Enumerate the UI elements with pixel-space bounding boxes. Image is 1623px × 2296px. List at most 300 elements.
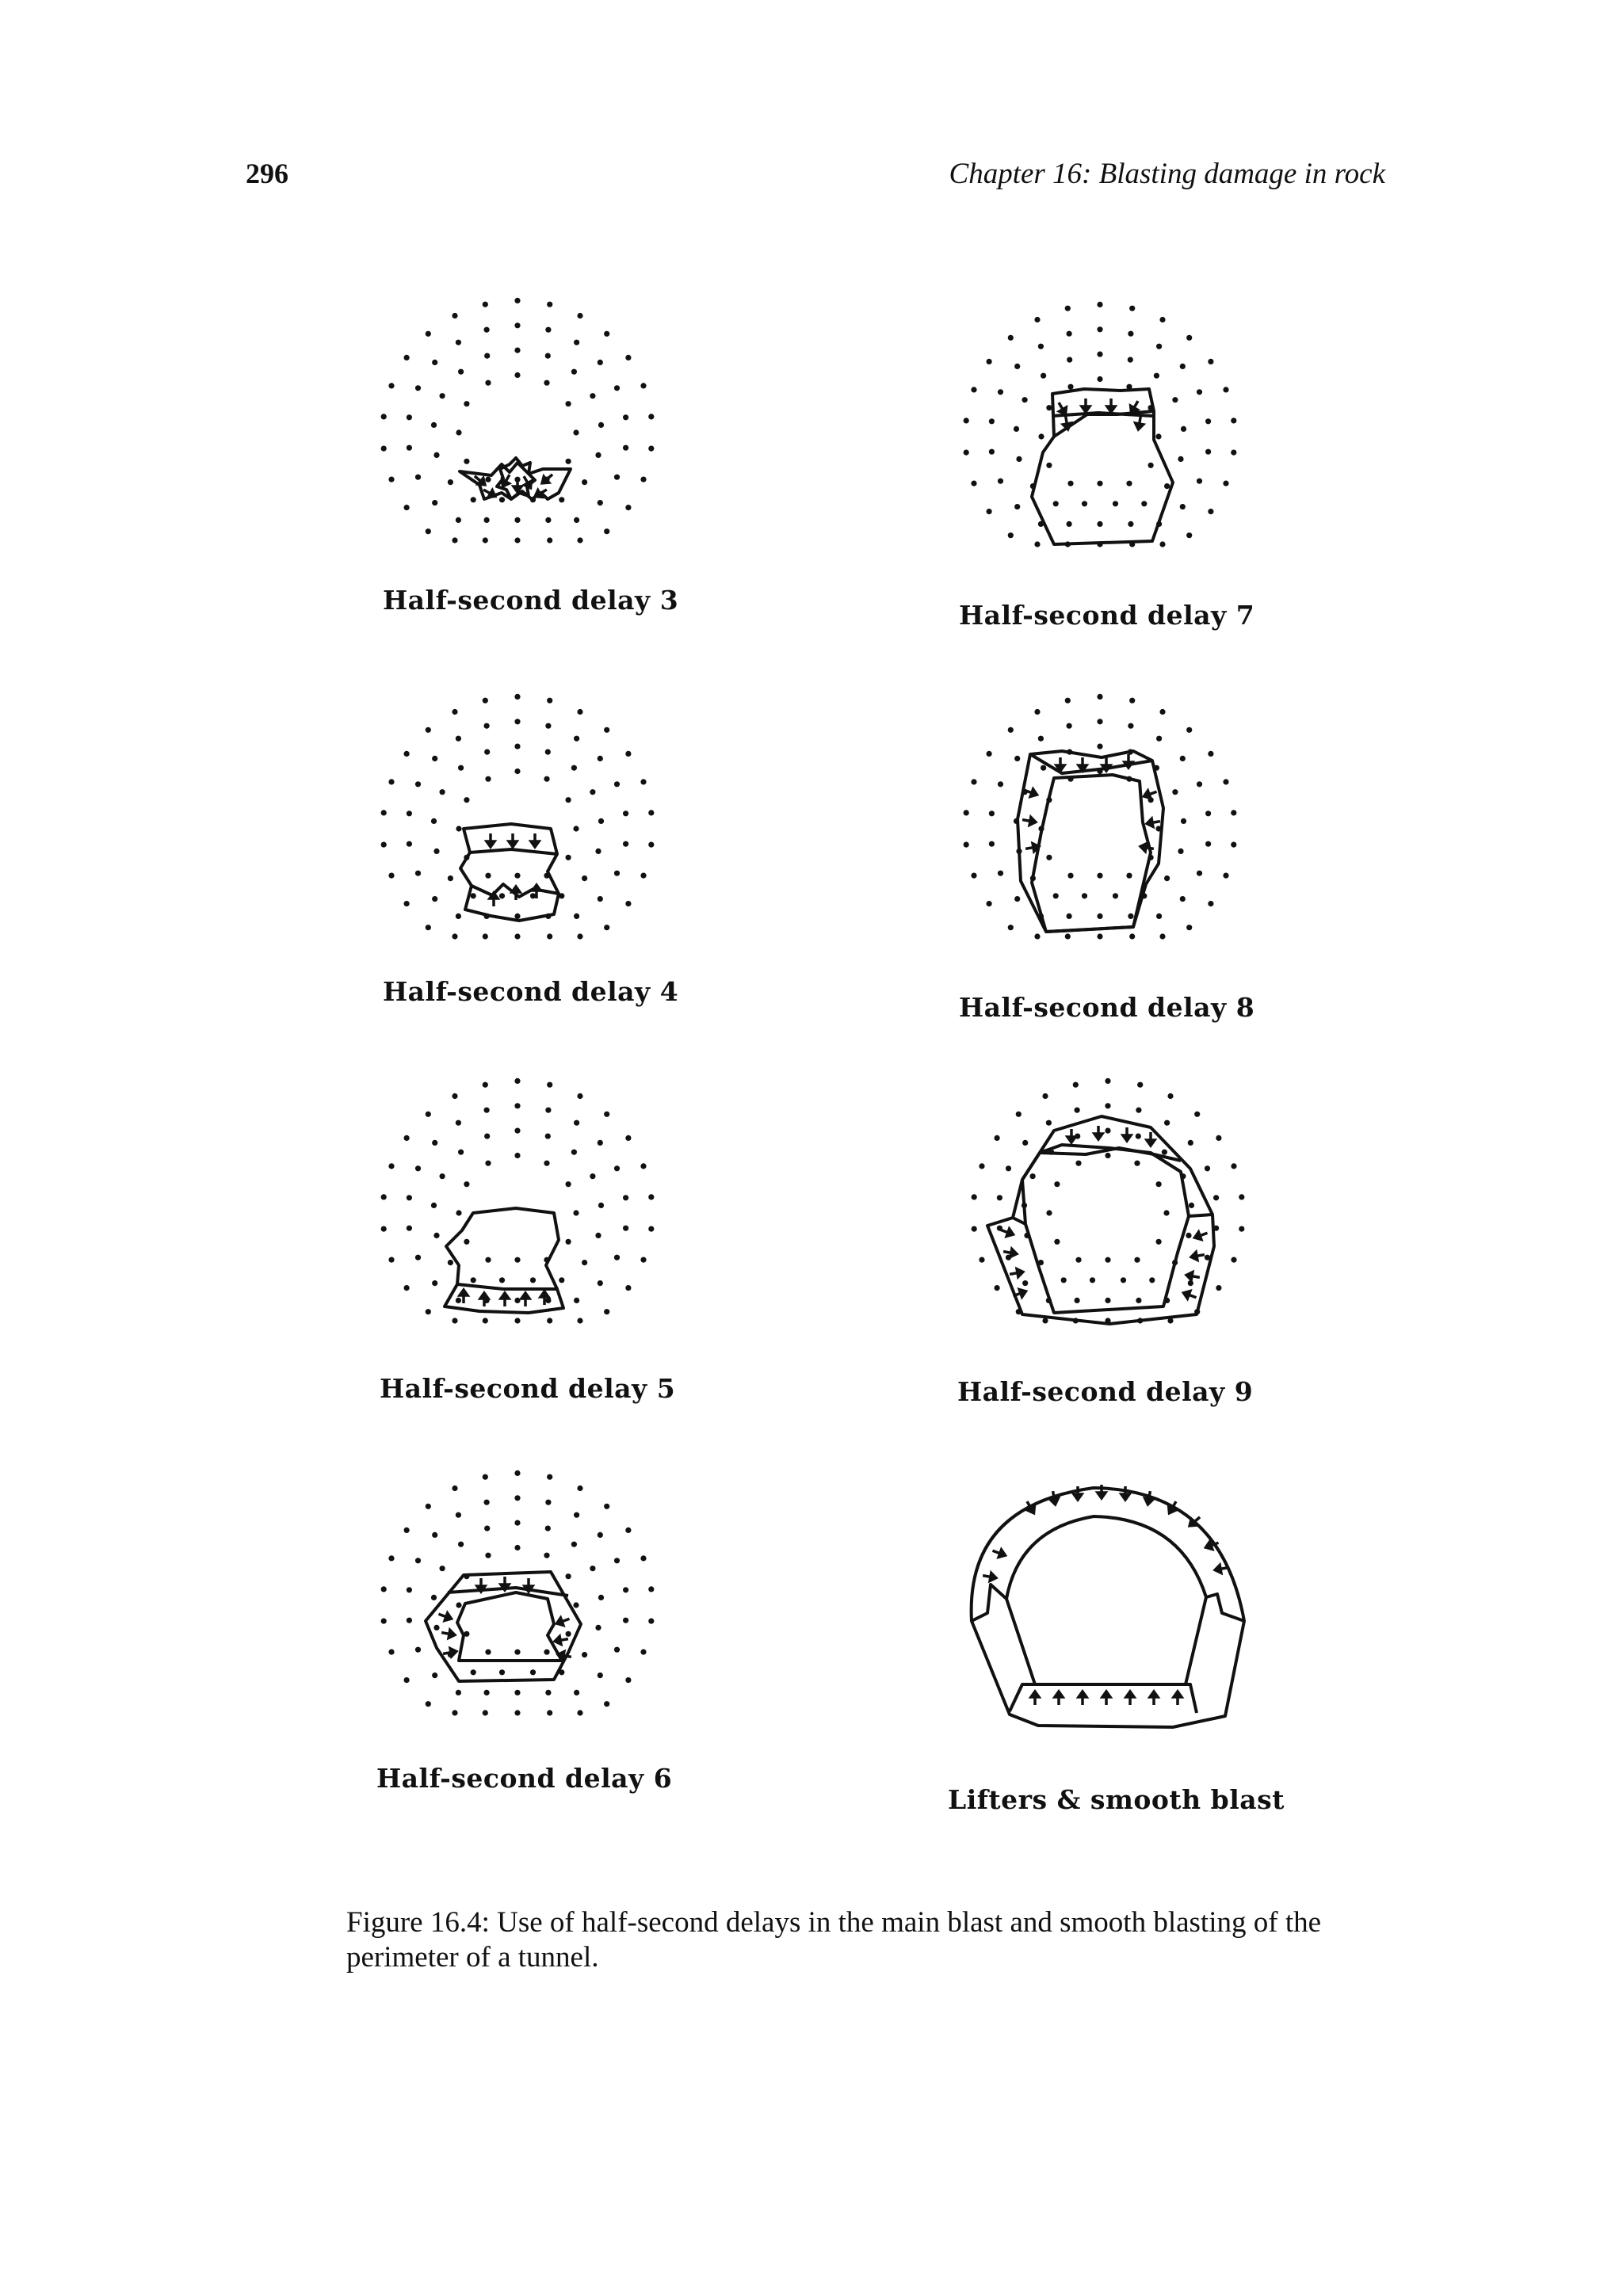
drill-hole [407,841,412,847]
drill-hole [458,369,464,375]
throw-arrow [1102,757,1110,771]
drill-hole [1156,344,1162,349]
drill-hole [1159,709,1165,715]
drill-hole [415,1558,421,1563]
drill-hole [573,429,579,435]
drill-hole [1067,873,1073,879]
drill-hole [1113,501,1118,506]
throw-arrow [1002,1248,1017,1258]
drill-hole [972,1226,977,1232]
drill-hole [407,810,412,816]
drill-hole [1231,842,1236,848]
drill-hole [1046,463,1052,468]
drill-hole [1034,709,1040,715]
drill-hole [1178,849,1183,854]
drill-hole [484,517,490,523]
drill-hole [1180,896,1186,902]
drill-hole [1097,481,1102,486]
drill-hole [1097,326,1102,332]
drill-hole [547,1082,552,1088]
drill-hole [1148,463,1154,468]
drill-hole [456,429,461,435]
drill-hole [1154,373,1159,379]
drill-hole [964,418,969,423]
drill-hole [1129,933,1135,939]
throw-arrow [1031,1691,1039,1705]
drill-hole [530,1277,536,1283]
throw-arrow [1067,1129,1075,1142]
drill-hole [484,1108,490,1113]
drill-hole [415,1647,421,1653]
drill-hole [456,913,461,919]
drill-hole [1065,933,1071,939]
drill-hole [458,765,464,771]
drill-hole [404,505,410,510]
drill-hole [431,1203,437,1208]
drill-hole [1075,1257,1081,1263]
drill-hole [1208,751,1213,757]
drill-hole [426,925,431,930]
drill-hole [566,1239,571,1245]
drill-hole [432,1280,437,1286]
throw-arrow [1062,415,1072,429]
drill-hole [432,896,437,902]
drill-hole [514,744,520,749]
drill-hole [547,698,552,704]
drill-hole [1067,913,1072,919]
drill-hole [464,459,469,464]
drill-hole [547,933,552,939]
drill-hole [1159,933,1165,939]
throw-arrows [460,1290,548,1306]
figure-caption: Figure 16.4: Use of half-second delays in the main blast and smooth blasting of the perimeter of a tunnel. [346,1906,1322,1974]
drill-hole [456,1120,461,1126]
drill-hole [998,871,1003,876]
drill-hole [404,751,410,757]
drill-hole [574,1690,579,1695]
drill-hole [566,797,571,803]
drill-hole [598,896,603,902]
drill-hole [471,1277,476,1283]
drill-hole [514,1153,520,1158]
drill-hole [483,537,488,543]
drill-hole [432,1672,437,1678]
drill-hole [1041,765,1046,771]
drill-hole [1067,723,1072,729]
drill-hole [514,298,520,303]
tunnel-diagram-delay-4 [361,681,678,967]
drill-hole [407,1618,412,1623]
drill-hole [471,1669,476,1675]
right-rib-line [1189,1215,1212,1216]
drill-hole [590,1173,595,1179]
drill-hole [604,1309,609,1314]
drill-hole [514,1495,520,1501]
panel-caption: Half-second delay 3 [383,585,679,616]
drill-hole [514,694,520,700]
drill-hole [595,1233,601,1238]
drill-hole [464,1239,469,1245]
drill-hole [1197,871,1202,876]
drill-hole [485,477,491,482]
throw-arrow [441,1629,455,1639]
drill-hole [388,1650,394,1655]
drill-hole [1034,541,1040,547]
drill-hole [1156,1239,1162,1245]
drill-hole [514,1650,520,1655]
drill-hole [648,810,654,815]
drill-hole [590,789,595,795]
drill-hole [1197,781,1202,787]
drill-hole [979,1257,984,1263]
throw-arrow [1123,1127,1131,1141]
drill-hole [1065,306,1071,311]
drill-hole [640,873,646,879]
drill-hole [471,497,476,502]
drill-hole [614,781,620,787]
drill-hole [381,414,387,419]
drill-hole [388,383,394,388]
drill-hole [1082,893,1087,898]
drill-hole [640,477,646,482]
drill-hole [1186,335,1192,341]
drill-hole [1041,373,1046,379]
drill-hole [625,355,631,360]
drill-hole [623,1195,628,1200]
drill-hole [625,751,631,757]
drill-hole [483,1318,488,1323]
drill-hole [1205,1165,1210,1171]
drill-hole [648,1619,654,1624]
throw-arrow [1193,1230,1209,1241]
drill-hole [404,1527,410,1533]
drill-hole [625,1527,631,1533]
drill-hole [1097,913,1102,919]
drill-hole [1231,810,1236,815]
drill-hole [577,1093,582,1099]
drill-hole [1128,357,1133,363]
throw-arrow [1082,399,1090,412]
drill-hole [1053,893,1059,898]
drill-hole [1097,302,1102,307]
drill-hole [545,1298,551,1303]
drill-hole [485,873,491,879]
drill-hole [456,1210,461,1215]
drill-hole [989,810,995,816]
drill-hole [484,1134,490,1139]
drill-hole [614,475,620,480]
drill-hole [381,1619,387,1624]
drill-hole [604,1112,609,1117]
drill-hole [1053,501,1059,506]
drill-hole [1054,1239,1060,1245]
drill-hole [604,1504,609,1509]
drill-hole [598,818,604,824]
drill-hole [456,1602,461,1608]
drill-hole [640,1163,646,1169]
drill-hole [623,1226,628,1231]
panel-caption: Half-second delay 5 [380,1373,676,1404]
drill-hole [598,360,603,365]
drill-hole [595,1625,601,1630]
drill-hole [582,1652,587,1657]
drill-hole [440,1566,445,1571]
panel-caption: Half-second delay 8 [959,992,1255,1023]
throw-arrow [982,1572,996,1582]
drill-hole [614,1165,620,1171]
drill-hole [514,1470,520,1476]
drill-hole [545,353,551,359]
drill-hole [1097,521,1102,527]
drill-hole [407,445,412,451]
drill-hole [431,818,437,824]
throw-arrow [490,893,498,906]
drill-hole [573,1602,579,1608]
drill-hole [571,369,577,375]
drill-hole [1016,1112,1022,1117]
drill-hole [1186,925,1192,930]
drill-hole [574,1512,579,1518]
drill-hole [1239,1194,1244,1199]
drill-hole [456,1298,461,1303]
drill-hole [545,327,551,333]
throw-arrow [477,1578,485,1592]
drill-hole [381,446,387,452]
drill-hole [623,1587,628,1592]
drill-hole [499,893,505,898]
drill-hole [388,477,394,482]
drill-hole [1156,736,1162,742]
drill-hole [1156,913,1162,919]
tunnel-diagram-lifters [943,1458,1276,1775]
throw-arrow [509,833,517,847]
drill-hole [1163,1210,1169,1215]
drill-hole [640,383,646,388]
drill-hole [1186,727,1192,733]
throw-arrow [556,1615,571,1627]
drill-hole [1097,719,1102,724]
drill-hole [566,459,571,464]
drill-hole [547,302,552,307]
drill-holes [381,298,655,543]
panel-caption: Half-second delay 9 [957,1376,1254,1407]
drill-hole [559,1277,564,1283]
throw-arrow [991,1547,1006,1559]
panel-caption: Half-second delay 6 [376,1763,673,1794]
drill-hole [388,1163,394,1169]
panel-delay-3 [361,285,678,618]
drill-hole [514,769,520,774]
page-number: 296 [246,158,288,189]
drill-hole [1197,389,1202,395]
drill-hole [604,528,609,534]
drill-hole [1038,433,1044,439]
drill-hole [426,1504,431,1509]
throw-arrow [1150,1691,1158,1705]
drill-hole [648,1226,654,1232]
drill-hole [582,479,587,485]
drill-hole [1126,873,1132,879]
lifter-break-line [457,1284,557,1289]
throw-arrow [1079,757,1086,771]
drill-hole [1022,397,1028,402]
drill-holes [381,694,655,940]
drill-hole [1061,1277,1067,1283]
drill-hole [1030,1173,1036,1179]
throw-arrow [1056,401,1069,417]
drill-hole [1223,481,1228,486]
drill-hole [1141,501,1147,506]
drill-hole [574,913,579,919]
drill-hole [998,389,1003,395]
drill-hole [1113,893,1118,898]
drill-hole [456,1512,461,1518]
inner-opening-outline [1022,1145,1189,1313]
drill-hole [388,1257,394,1263]
drill-hole [404,1677,410,1683]
drill-hole [484,723,490,729]
drill-hole [571,765,577,771]
drill-hole [582,875,587,881]
panel-caption: Lifters & smooth blast [948,1784,1285,1815]
drill-hole [1042,1318,1048,1323]
drill-hole [1128,331,1133,337]
drill-hole [1073,1082,1079,1088]
drill-hole [1075,1108,1080,1113]
drill-hole [1105,1298,1110,1303]
drill-hole [590,393,595,399]
throw-arrow [1074,1486,1082,1500]
drill-hole [1128,521,1133,527]
drill-hole [544,1553,549,1558]
panel-delay-4 [361,681,678,1014]
drill-hole [514,322,520,328]
drill-hole [544,380,549,386]
drill-hole [640,779,646,784]
drill-hole [1022,1140,1028,1146]
drill-hole [1042,1093,1048,1099]
drill-hole [648,1194,654,1199]
drill-hole [1136,1134,1141,1139]
throw-arrow [1009,1268,1023,1279]
drill-hole [1208,359,1213,364]
drill-hole [514,348,520,353]
drill-hole [623,1618,628,1623]
tunnel-diagram-delay-7 [943,289,1260,574]
drill-hole [1205,810,1211,816]
drill-hole [604,925,609,930]
drill-hole [614,385,620,391]
drill-hole [545,749,551,755]
drill-hole [452,313,457,318]
drill-hole [1181,426,1186,432]
drill-hole [485,380,491,386]
drill-hole [1172,789,1178,795]
panel-delay-5 [361,1066,678,1404]
drill-hole [1034,317,1040,322]
drill-hole [464,1181,469,1187]
throw-arrow [1174,1691,1182,1705]
drill-hole [998,781,1003,787]
drill-hole [415,781,421,787]
drill-hole [1223,387,1228,392]
drill-hole [415,385,421,391]
drill-hole [458,1542,464,1547]
drill-hole [1136,1298,1141,1303]
drill-hole [614,1647,620,1653]
drill-hole [1137,1082,1143,1088]
drill-hole [566,401,571,406]
drill-hole [432,500,437,505]
throw-arrow [437,1611,453,1623]
drill-hole [407,1226,412,1231]
drill-hole [1172,397,1178,402]
drill-hole [483,933,488,939]
drill-hole [514,1690,520,1695]
drill-hole [483,1710,488,1715]
drill-hole [598,1140,603,1146]
drill-hole [433,452,439,458]
drill-hole [1038,344,1044,349]
drill-hole [623,841,628,847]
drill-hole [514,1710,520,1715]
drill-hole [483,1474,488,1480]
throw-arrow [1182,1289,1197,1301]
drill-hole [432,1140,437,1146]
throw-arrow [1102,1691,1110,1705]
drill-hole [1189,1203,1194,1208]
drill-hole [1239,1226,1244,1232]
drill-hole [1065,698,1071,704]
drill-hole [484,749,490,755]
drill-hole [431,1595,437,1600]
drill-hole [1159,541,1165,547]
drill-hole [464,401,469,406]
throw-arrow [531,833,539,847]
throw-arrow [1143,788,1158,800]
throw-arrow [1126,1691,1134,1705]
drill-hole [1205,418,1211,424]
drill-hole [604,331,609,337]
drill-hole [577,1486,582,1491]
throw-arrow [514,479,521,492]
drill-hole [1155,433,1161,439]
drill-hole [972,1194,977,1199]
drill-hole [1181,818,1186,824]
drill-hole [415,1165,421,1171]
drill-hole [426,528,431,534]
drill-hole [1216,1285,1221,1291]
drill-hole [582,1260,587,1265]
drill-hole [1164,875,1170,881]
drill-hole [514,719,520,724]
drill-hole [458,1150,464,1155]
drill-hole [407,1587,412,1592]
drill-hole [1067,331,1072,337]
drill-hole [426,331,431,337]
drill-holes [381,1078,655,1324]
drill-hole [483,698,488,704]
lifter-row-outline [1010,1684,1197,1713]
drill-hole [544,1650,549,1655]
throw-arrow [1125,754,1132,768]
drill-hole [1159,317,1165,322]
drill-hole [452,1093,457,1099]
upper-break-line [470,849,557,854]
drill-hole [1149,1277,1155,1283]
drill-holes [964,694,1237,940]
drill-hole [530,893,536,898]
